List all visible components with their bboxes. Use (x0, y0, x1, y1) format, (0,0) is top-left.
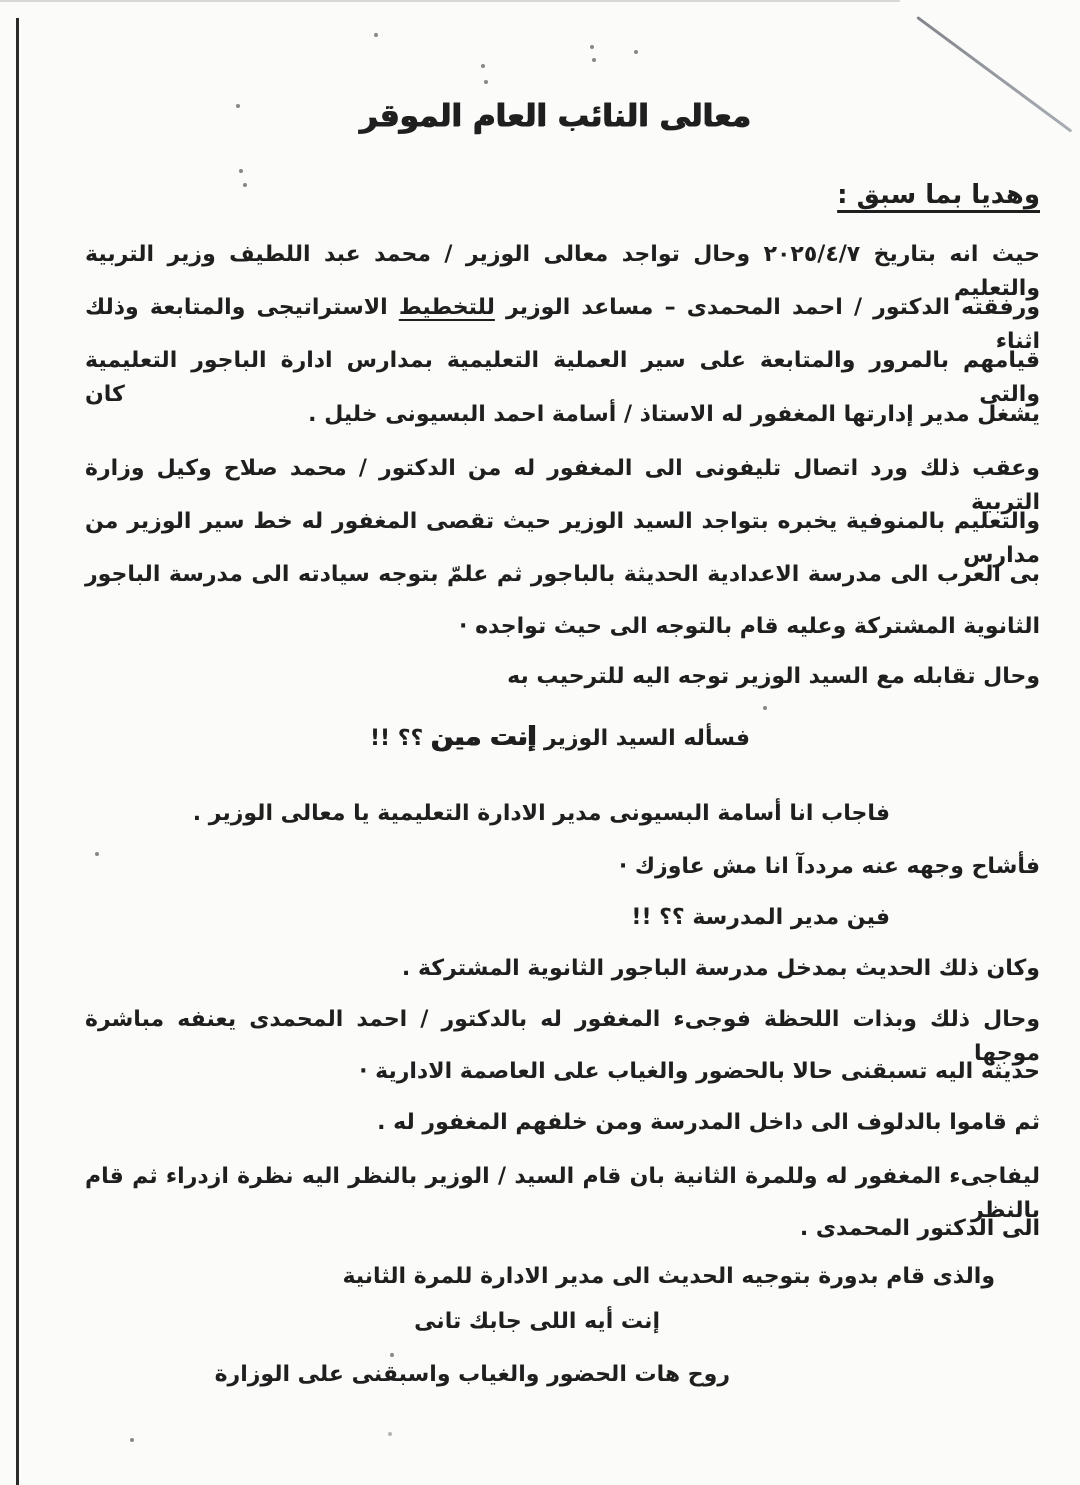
minister-question-line (370, 720, 750, 756)
document-title: معالى النائب العام الموقر (359, 98, 751, 134)
scan-top-edge (0, 0, 900, 2)
body-line-20: والذى قام بدورة بتوجيه الحديث الى مدير الادارة للمرة الثانية (342, 1264, 995, 1289)
scan-speck (590, 45, 594, 49)
quote-line-2: روح هات الحضور والغياب واسبقنى على الوزارة (214, 1362, 730, 1387)
body-line-7: بى العرب الى مدرسة الاعدادية الحديثة بالباجور ثم علمّ بتوجه سيادته الى مدرسة الباجور (85, 562, 1040, 587)
body-line-6: والتعليم بالمنوفية يخبره بتواجد السيد الوزير حيث تقصى المغفور له خط سير الوزير من مدارس (85, 509, 1040, 568)
body-line-13: فين مدير المدرسة ؟؟ !! (631, 905, 890, 930)
minister-question-bold: إنت مين (430, 722, 537, 752)
body-line-16: حديثه اليه تسبقنى حالا بالحضور والغياب على العاصمة الادارية · (359, 1059, 1040, 1084)
scan-speck (243, 183, 247, 187)
body-line-4: يشغل مدير إدارتها المغفور له الاستاذ / أسامة احمد البسيونى خليل . (308, 402, 1040, 427)
scan-speck (481, 64, 485, 68)
body-line-18: ليفاجىء المغفور له وللمرة الثانية بان قام السيد / الوزير بالنظر اليه نظرة ازدراء ثم قام بالنظر (85, 1164, 1040, 1223)
scan-speck (763, 706, 767, 710)
body-line-5: وعقب ذلك ورد اتصال تليفونى الى المغفور له من الدكتور / محمد صلاح وكيل وزارة التربية (85, 456, 1040, 515)
quote-line-1: إنت أيه اللى جابك تانى (414, 1309, 660, 1334)
section-heading: وهديا بما سبق : (837, 180, 1040, 210)
scan-speck (95, 852, 99, 856)
body-line-8: الثانوية المشتركة وعليه قام بالتوجه الى حيث تواجده · (459, 614, 1040, 639)
scan-edge-line (16, 18, 19, 1485)
body-line-3: قيامهم بالمرور والمتابعة على سير العملية التعليمية بمدارس ادارة الباجور التعليمية والتى كان (85, 348, 1040, 407)
scan-speck (634, 50, 638, 54)
body-line-17: ثم قاموا بالدلوف الى داخل المدرسة ومن خلفهم المغفور له . (377, 1110, 1040, 1135)
scan-speck (390, 1353, 394, 1357)
body-line-12: فأشاح وجهه عنه مرددآ انا مش عاوزك · (618, 854, 1040, 879)
body-line-14: وكان ذلك الحديث بمدخل مدرسة الباجور الثانوية المشتركة . (401, 956, 1040, 981)
minister-question-normal: فسأله السيد الوزير (536, 726, 750, 751)
minister-question-marks: ؟؟ !! (370, 726, 431, 751)
body-line-2-pre: ورفقته الدكتور / احمد المحمدى – مساعد الوزير (494, 295, 1040, 320)
scan-speck (484, 80, 488, 84)
body-line-2-post: الاستراتيجى والمتابعة وذلك اثناء (85, 295, 1040, 354)
scan-speck (388, 1432, 392, 1436)
body-line-2-underlined-word: للتخطيط (398, 295, 495, 320)
scan-speck (239, 169, 243, 173)
scan-speck (130, 1438, 134, 1442)
body-line-19: الى الدكتور المحمدى . (799, 1216, 1040, 1241)
body-line-1: حيث انه بتاريخ ٢٠٢٥/٤/٧ وحال تواجد معالى الوزير / محمد عبد اللطيف وزير التربية والتعليم (85, 242, 1040, 301)
scan-speck (592, 58, 596, 62)
body-line-15: وحال ذلك وبذات اللحظة فوجىء المغفور له بالدكتور / احمد المحمدى يعنفه مباشرة موجها (85, 1007, 1040, 1066)
scan-speck (374, 33, 378, 37)
body-line-9: وحال تقابله مع السيد الوزير توجه اليه للترحيب به (507, 664, 1040, 689)
body-line-11: فاجاب انا أسامة البسيونى مدير الادارة التعليمية يا معالى الوزير . (192, 801, 890, 826)
